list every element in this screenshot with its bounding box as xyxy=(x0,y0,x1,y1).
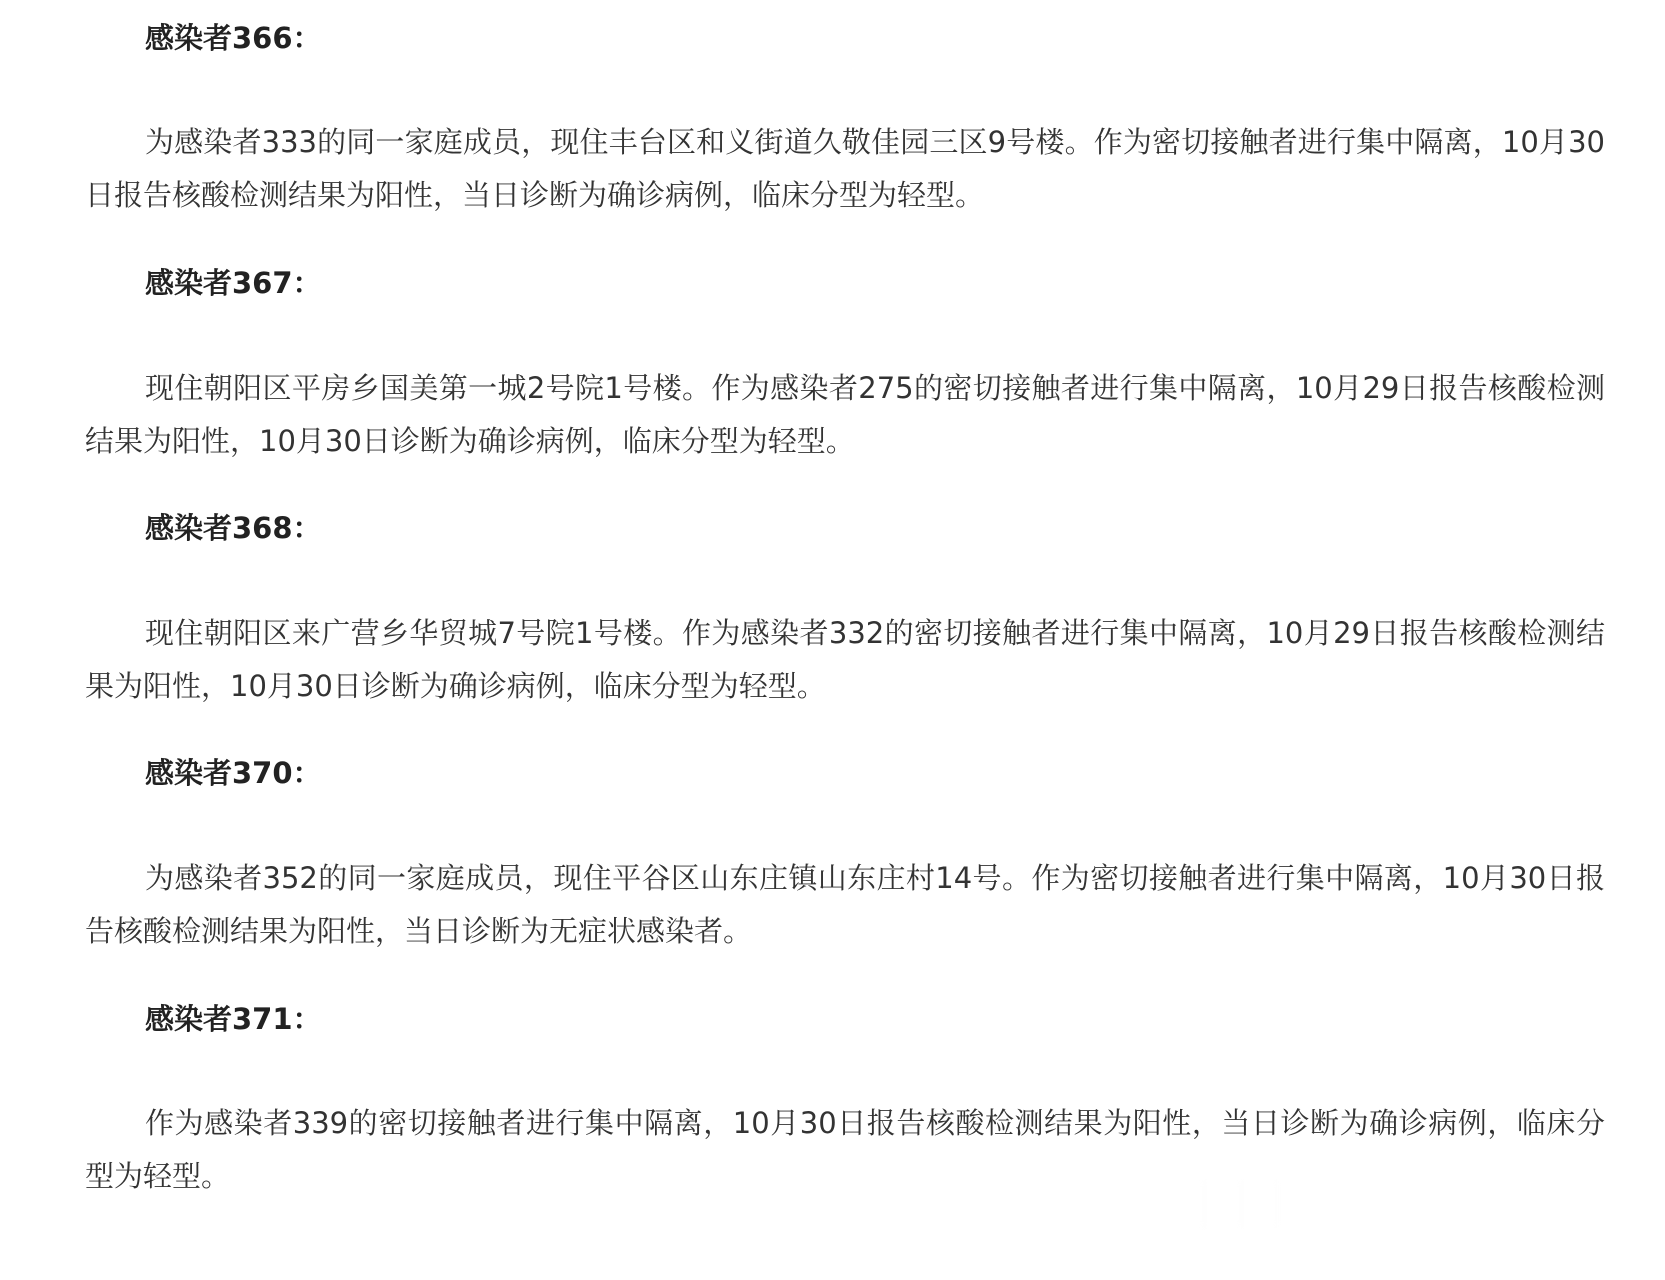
watermark-overlay xyxy=(1170,1180,1610,1228)
case-title: 感染者367： xyxy=(145,266,322,300)
case-description: 为感染者333的同一家庭成员，现住丰台区和义街道久敬佳园三区9号楼。作为密切接触者进行集中隔离，10月30日报告核酸检测结果为阳性，当日诊断为确诊病例，临床分型为轻型。 xyxy=(85,125,1605,212)
case-title: 感染者371： xyxy=(145,1002,322,1036)
case-title: 感染者370： xyxy=(145,756,322,790)
case-title: 感染者366： xyxy=(145,21,322,55)
case-title: 感染者368： xyxy=(145,511,322,545)
case-description: 现住朝阳区来广营乡华贸城7号院1号楼。作为感染者332的密切接触者进行集中隔离，10月29日报告核酸检测结果为阳性，10月30日诊断为确诊病例，临床分型为轻型。 xyxy=(85,616,1605,703)
case-description: 为感染者352的同一家庭成员，现住平谷区山东庄镇山东庄村14号。作为密切接触者进行集中隔离，10月30日报告核酸检测结果为阳性，当日诊断为无症状感染者。 xyxy=(85,861,1605,948)
case-description: 作为感染者339的密切接触者进行集中隔离，10月30日报告核酸检测结果为阳性，当日诊断为确诊病例，临床分型为轻型。 xyxy=(85,1106,1605,1193)
case-description: 现住朝阳区平房乡国美第一城2号院1号楼。作为感染者275的密切接触者进行集中隔离，10月29日报告核酸检测结果为阳性，10月30日诊断为确诊病例，临床分型为轻型。 xyxy=(85,371,1605,458)
